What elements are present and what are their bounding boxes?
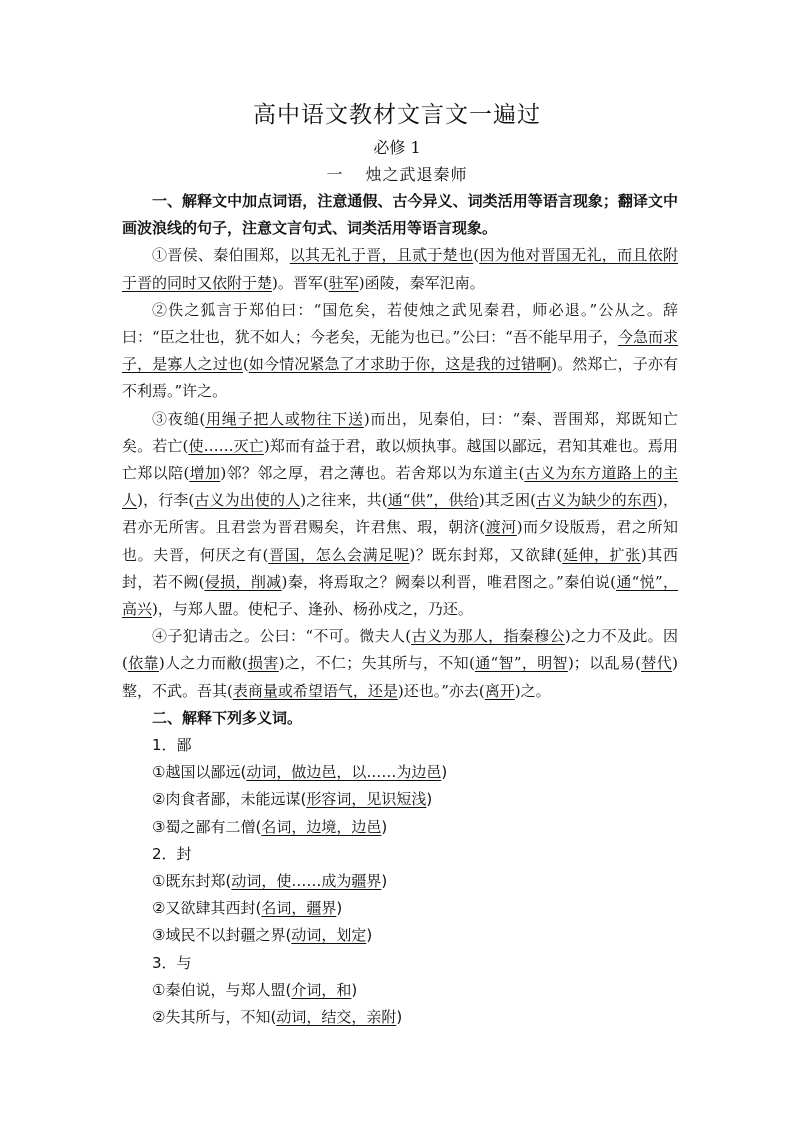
text-run: ②佚之狐言于郑伯曰：“国危矣，若使烛之武见秦君，师必退。”公从之。辞曰：“臣之壮也，犹不如人；今老矣，无能为也已。”公曰：“吾不能早用子， — [122, 300, 678, 347]
answer-note: 动词，做边邑，以……为边邑 — [246, 763, 442, 782]
text-run: )整，不武。吾其( — [122, 654, 678, 700]
text-run: ③夜缒( — [152, 409, 206, 428]
answer-note: 通“悦”，高兴 — [122, 572, 679, 619]
text-run: )秦，将焉取之？阙秦以利晋，唯君图之。”秦伯说( — [281, 572, 617, 591]
text-run: )之力不及此。因( — [122, 627, 678, 673]
answer-note: 因为他对晋国无礼，而且依附于晋的同时又依附于楚 — [122, 246, 678, 292]
word-label-1: 1．鄙 — [152, 736, 192, 755]
word-sense-item: ③蜀之鄙有二僧(名词，边境，边邑) — [152, 817, 388, 836]
text-run: ①晋侯、秦伯围郑， — [152, 246, 290, 265]
section2-heading: 二、解释下列多义词。 — [152, 708, 303, 727]
passage-paragraph-2 — [122, 297, 678, 406]
text-run: )其乏困( — [478, 491, 536, 510]
lesson-name: 烛之武退秦师 — [365, 165, 468, 184]
passage-paragraph-1 — [122, 242, 678, 296]
answer-note: 名词，边境，边邑 — [261, 817, 382, 836]
answer-note: 名词，疆界 — [261, 899, 337, 918]
text-run: )之，不仁；失其所与，不知( — [278, 654, 475, 673]
text-run: )而夕设版焉，君之所知也。夫晋，何厌之有( — [122, 518, 678, 564]
answer-note: 离开 — [484, 681, 515, 700]
wavy-sentence: 以其无礼于晋，且贰于楚也 — [289, 246, 474, 265]
text-run: )，行李( — [137, 491, 195, 510]
word-sense-item: ②又欲肆其西封(名词，疆界) — [152, 899, 343, 918]
text-run: )邻？邻之厚，君之薄也。若舍郑以为东道主( — [220, 464, 525, 483]
text-run: )而出，见秦伯，曰：“秦、晋围郑，郑既知亡矣。若亡( — [122, 409, 678, 455]
answer-note: 增加 — [189, 464, 221, 483]
word-sense-item: ①秦伯说，与郑人盟(介词，和) — [152, 980, 358, 999]
answer-note: 用绳子把人或物往下送 — [205, 409, 364, 428]
answer-note: 延伸，扩张 — [562, 545, 641, 564]
text-run: )？既东封郑，又欲肆( — [409, 545, 563, 564]
text-run: )；以乱易( — [567, 654, 642, 673]
answer-note: 古义为那人，指秦穆公 — [411, 627, 565, 646]
answer-note: 如今情况紧急了才求助于你，这是我的过错啊 — [248, 355, 552, 374]
answer-note: 形容词，见识短浅 — [306, 790, 427, 809]
word-label-2: 2．封 — [152, 844, 192, 863]
answer-note: 损害 — [247, 654, 279, 673]
text-run: ( — [473, 246, 480, 265]
text-run: )郑而有益于君，敢以烦执事。越国以鄙远，君知其难也。焉用亡郑以陪( — [122, 436, 678, 483]
word-sense-item: ①既东封郑(动词，使……成为疆界) — [152, 872, 388, 891]
text-run: ④子犯请击之。公曰：“不可。微夫人( — [152, 627, 412, 646]
text-run: )之。 — [514, 681, 551, 700]
wavy-sentence: 今急而求子，是寡人之过也 — [122, 328, 678, 374]
word-sense-item: ②肉食者鄙，未能远谋(形容词，见识短浅) — [152, 790, 433, 809]
text-run: )，君亦无所害。且君尝为晋君赐矣，许君焦、瑕，朝济( — [122, 491, 678, 537]
text-run: )，与郑人盟。使杞子、逢孙、杨孙戍之，乃还。 — [152, 600, 473, 619]
answer-note: 使……灭亡 — [188, 436, 264, 455]
answer-note: 替代 — [641, 654, 673, 673]
word-sense-item: ②失其所与，不知(动词，结交，亲附) — [152, 1008, 403, 1027]
answer-note: 动词，结交，亲附 — [276, 1008, 397, 1027]
answer-note: 古义为出使的人 — [194, 491, 301, 510]
page-subtitle: 必修 1 — [373, 138, 421, 157]
text-run: )函陵，秦军氾南。 — [358, 273, 485, 292]
answer-note: 渡河 — [485, 518, 517, 537]
answer-note: 通“供”，供给 — [387, 491, 479, 510]
answer-note: 古义为缺少的东西 — [535, 491, 657, 510]
answer-note: 表商量或希望语气，还是 — [232, 681, 398, 700]
text-run: )之往来，共( — [300, 491, 388, 510]
section1-heading: 一、解释文中加点词语，注意通假、古今异义、词类活用等语言现象；翻译文中画波浪线的句子，注意文言句式、词类活用等语言现象。 — [122, 192, 678, 238]
lesson-title — [0, 162, 794, 185]
answer-note: 古义为东方道路上的主人 — [122, 464, 678, 510]
text-run: )其西封，若不阙( — [122, 545, 678, 591]
lesson-number: 一 — [326, 165, 344, 184]
passage-paragraph-4 — [122, 623, 678, 705]
answer-note: 依靠 — [127, 654, 159, 673]
content-body — [122, 188, 678, 1031]
answer-note: 介词，和 — [291, 980, 352, 999]
word-sense-item: ③域民不以封疆之界(动词，划定) — [152, 926, 373, 945]
answer-note: 动词，使……成为疆界 — [231, 872, 382, 891]
passage-paragraph-3 — [122, 406, 678, 624]
word-label-3: 3．与 — [152, 953, 192, 972]
text-run: )人之力而敝( — [158, 654, 248, 673]
page-title: 高中语文教材文言文一遍过 — [253, 102, 541, 128]
text-run: )还也。”亦去( — [397, 681, 485, 700]
text-run: )。晋军( — [272, 273, 329, 292]
answer-note: 通“智”，明智 — [474, 654, 568, 673]
answer-note: 侵损，削减 — [204, 572, 282, 591]
answer-note: 驻军 — [328, 273, 359, 292]
answer-note: 晋国，怎么会满足呢 — [268, 545, 410, 564]
word-sense-item: ①越国以鄙远(动词，做边邑，以……为边邑) — [152, 763, 448, 782]
text-run: ( — [242, 355, 249, 374]
answer-note: 动词，划定 — [291, 926, 367, 945]
text-run: )。然郑亡，子亦有不利焉。”许之。 — [122, 355, 678, 401]
